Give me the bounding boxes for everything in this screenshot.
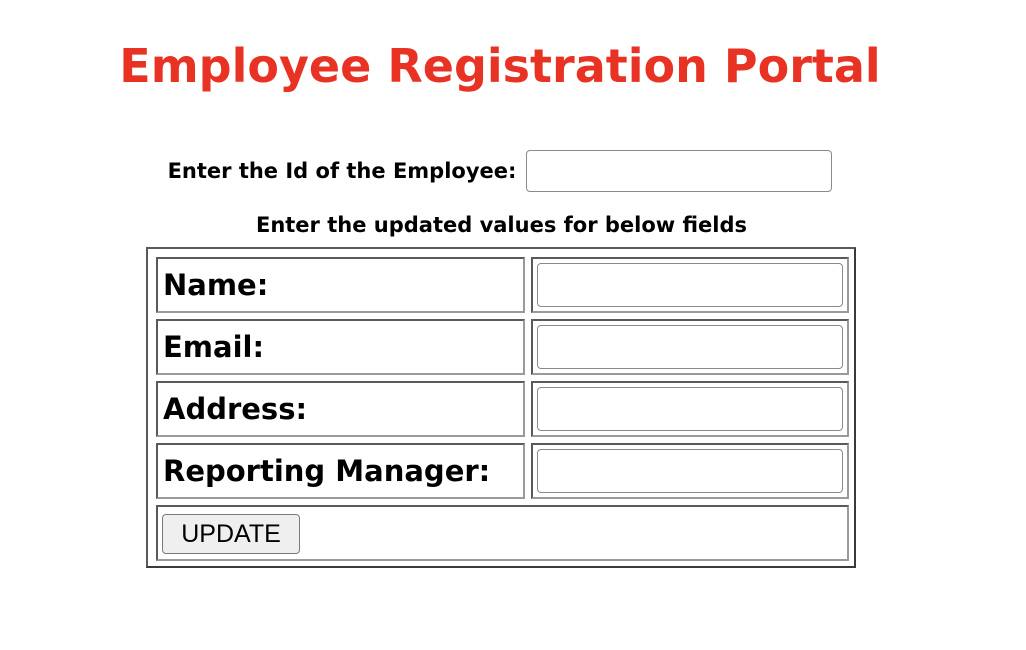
employee-id-row	[0, 150, 1000, 192]
name-input[interactable]	[537, 263, 843, 307]
address-input-cell	[531, 381, 849, 437]
employee-id-label: Enter the Id of the Employee:	[167, 159, 517, 183]
reporting-manager-input[interactable]	[537, 449, 843, 493]
address-label: Address:	[156, 381, 525, 437]
email-input-cell	[531, 319, 849, 375]
submit-cell	[156, 505, 849, 561]
reporting-manager-input-cell	[531, 443, 849, 499]
name-input-cell	[531, 257, 849, 313]
email-label: Email:	[156, 319, 525, 375]
form-instructions: Enter the updated values for below fields	[255, 213, 748, 237]
employee-id-input[interactable]	[526, 150, 832, 192]
update-button[interactable]: UPDATE	[162, 514, 300, 554]
address-input[interactable]	[537, 387, 843, 431]
email-input[interactable]	[537, 325, 843, 369]
name-label: Name:	[156, 257, 525, 313]
reporting-manager-label: Reporting Manager:	[156, 443, 525, 499]
update-form-table	[146, 247, 856, 568]
page-title: Employee Registration Portal	[119, 39, 881, 93]
